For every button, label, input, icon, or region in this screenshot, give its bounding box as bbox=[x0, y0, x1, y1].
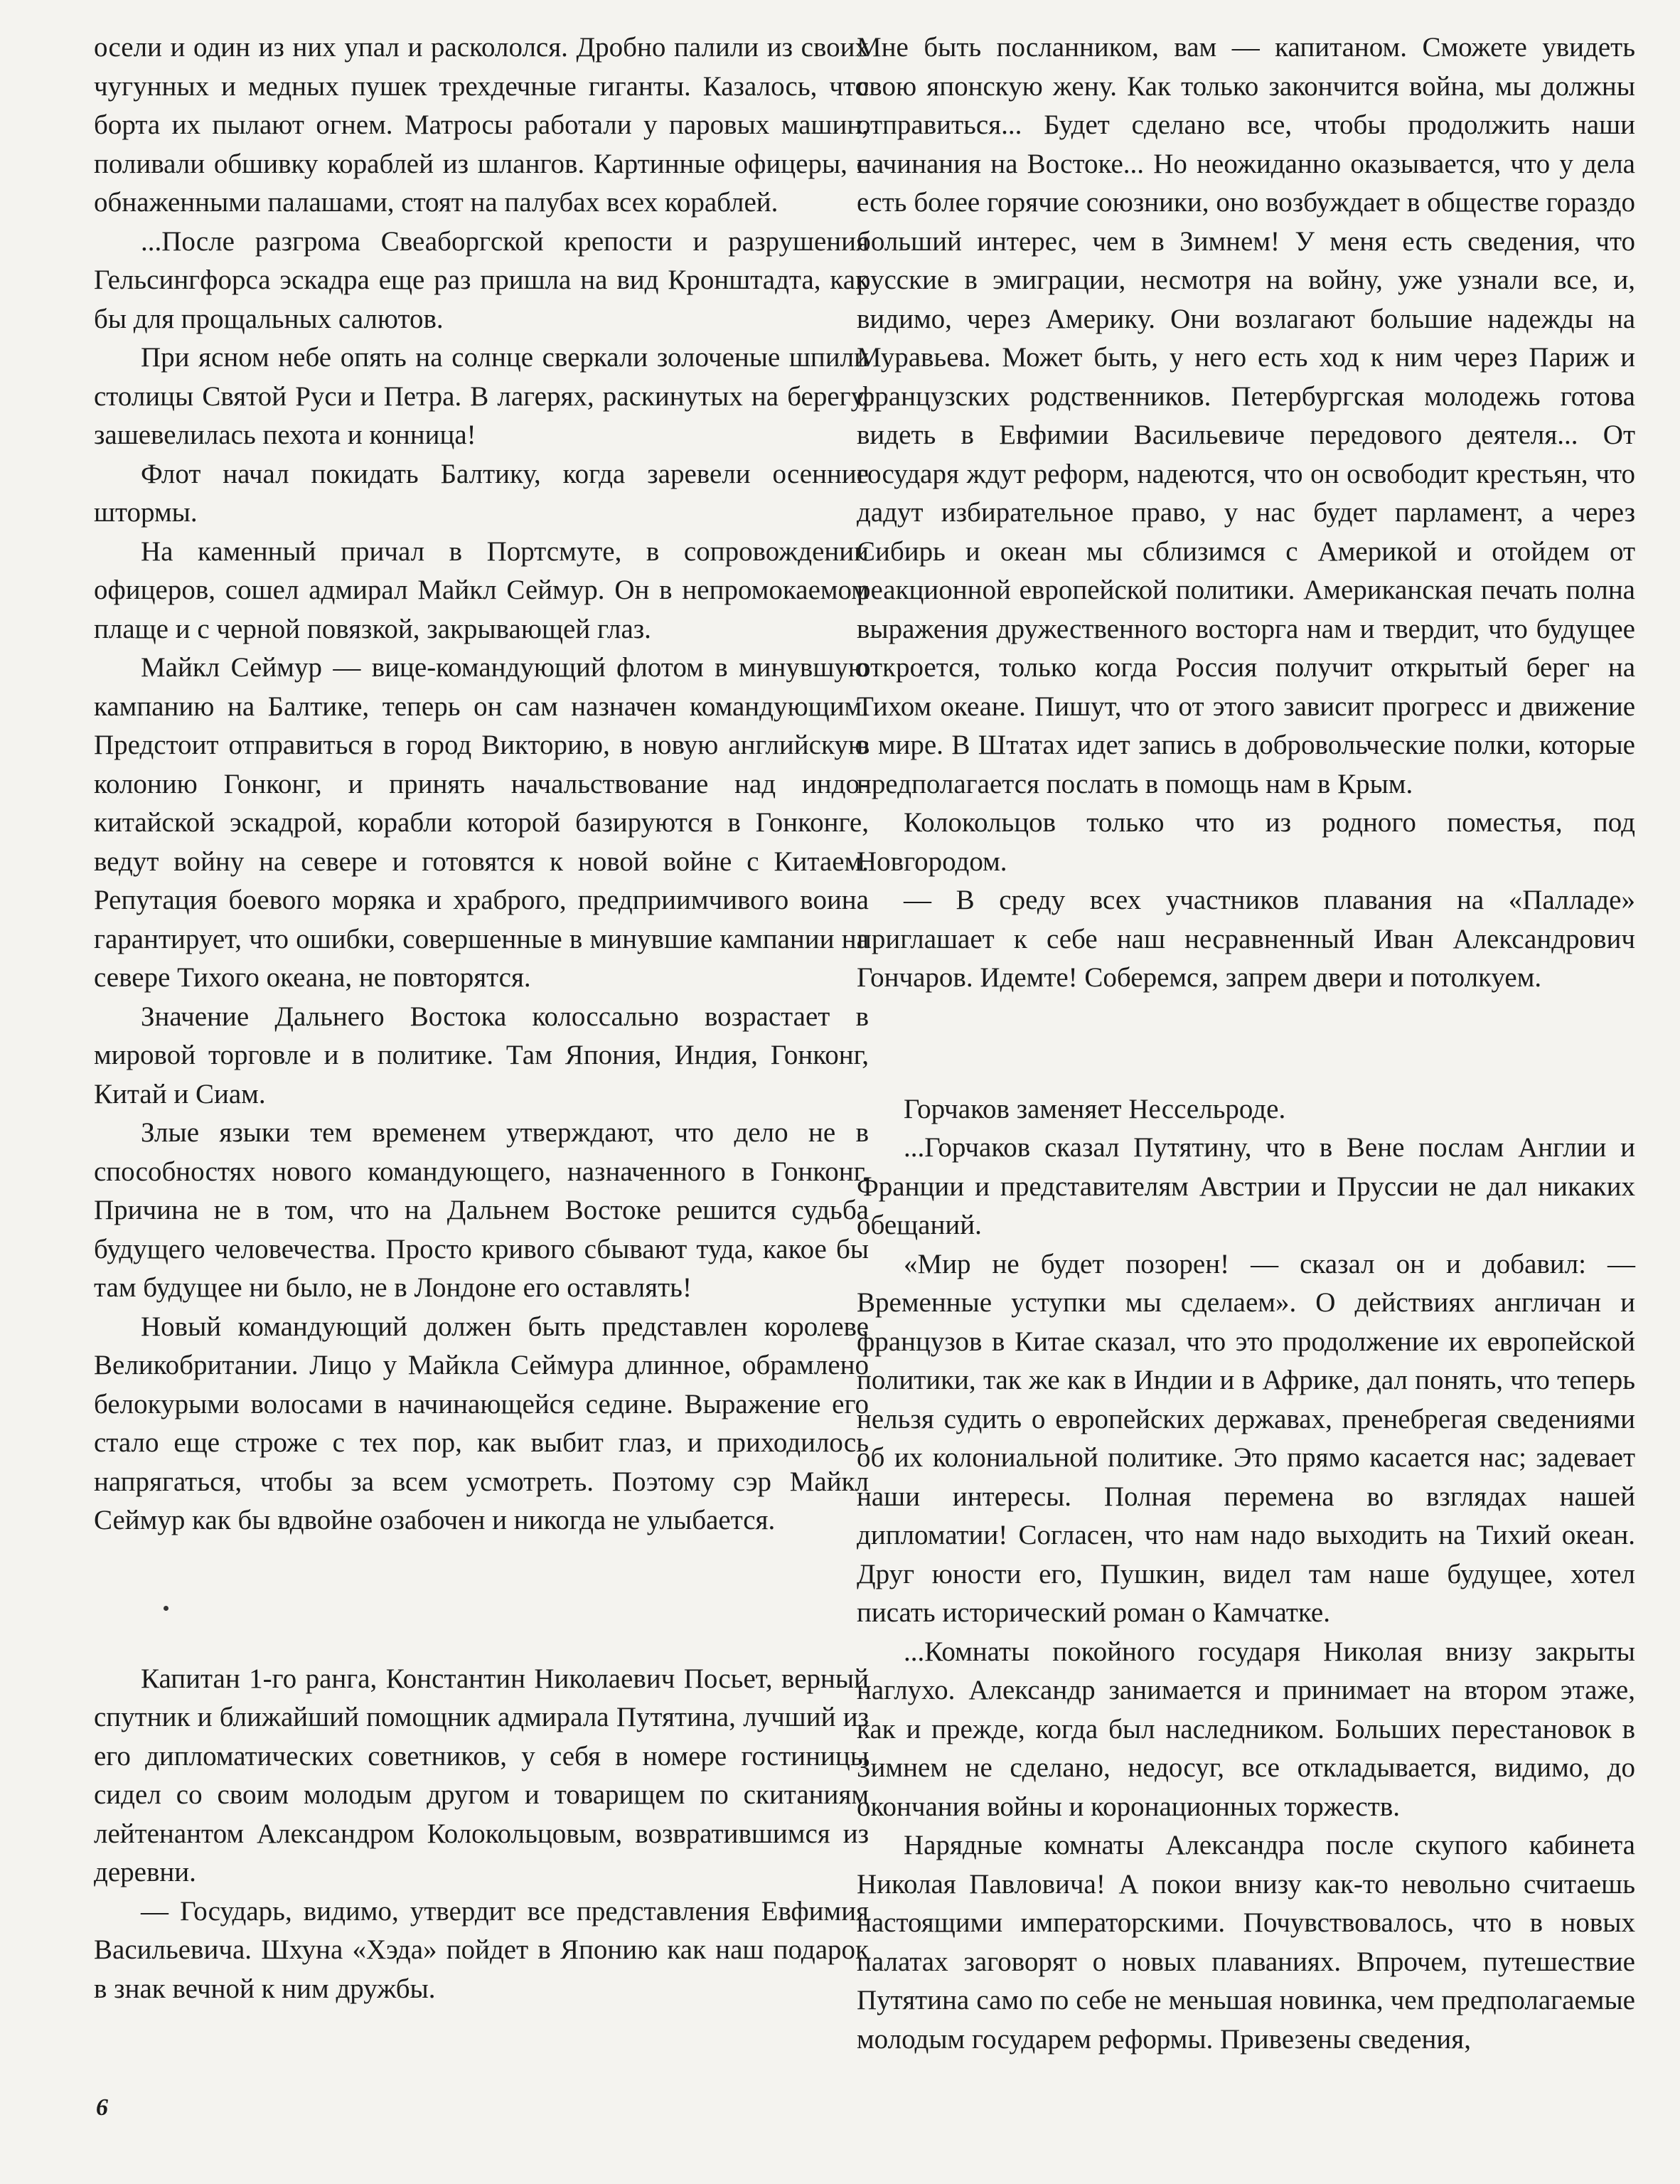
paragraph: — Государь, видимо, утвердит все представления Евфимия Васильевича. Шхуна «Хэда» пойдет в Японию как наш подарок в знак вечной к ним дружбы. bbox=[94, 1895, 869, 2004]
left-column bbox=[94, 28, 869, 2008]
paragraph: «Мир не будет позорен! — сказал он и добавил: — Временные уступки мы сделаем». О действиях англичан и французов в Китае сказал, что это продолжение их европейской политики, так же как в Индии и в Африке, дал понять, что теперь нельзя судить о европейских державах, пренебрегая сведениями об их колониальной политике. Это прямо касается нас; задевает наши интересы. Полная перемена во взглядах нашей дипломатии! Согласен, что нам надо выходить на Тихий океан. Друг юности его, Пушкин, видел там наше будущее, хотел писать исторический роман о Камчатке. bbox=[857, 1248, 1635, 1628]
paragraph: ...После разгрома Свеаборгской крепости и разрушения Гельсингфорса эскадра еще раз пришла на вид Кронштадта, как бы для прощальных салютов. bbox=[94, 225, 869, 334]
paragraph: При ясном небе опять на солнце сверкали золоченые шпили столицы Святой Руси и Петра. В лагерях, раскинутых на берегу, зашевелилась пехота и конница! bbox=[94, 342, 869, 450]
section-break bbox=[857, 998, 1635, 1090]
left-section-2 bbox=[94, 1660, 869, 2009]
paragraph: Капитан 1-го ранга, Константин Николаевич Посьет, верный спутник и ближайший помощник адмирала Путятина, лучший из его дипломатических советников, у себя в номере гостиницы сидел со своим молодым другом и товарищем по скитаниям лейтенантом Александром Колокольцовым, возвратившимся из деревни. bbox=[94, 1663, 869, 1887]
paragraph: Злые языки тем временем утверждают, что дело не в способностях нового командующего, назначенного в Гонконг. Причина не в том, что на Дальнем Востоке решится судьба будущего человечества. Просто кривого сбывают туда, какое бы там будущее ни было, не в Лондоне его оставлять! bbox=[94, 1117, 869, 1303]
section-dot bbox=[164, 1606, 168, 1611]
paragraph: Колокольцов только что из родного поместья, под Новгородом. bbox=[857, 807, 1635, 877]
paragraph: На каменный причал в Портсмуте, в сопровождении офицеров, сошел адмирал Майкл Сеймур. Он в непромокаемом плаще и с черной повязкой, закрывающей глаз. bbox=[94, 536, 869, 644]
paragraph: Новый командующий должен быть представлен королеве Великобритании. Лицо у Майкла Сеймура длинное, обрамлено белокурыми волосами в начинающейся седине. Выражение его стало еще строже с тех пор, как выбит глаз, и приходилось напрягаться, чтобы за всем усмотреть. Поэтому сэр Майкл Сеймур как бы вдвойне озабочен и никогда не улыбается. bbox=[94, 1311, 869, 1535]
paragraph: Майкл Сеймур — вице-командующий флотом в минувшую кампанию на Балтике, теперь он сам назначен командующим. Предстоит отправиться в город Викторию, в новую английскую колонию Гонконг, и принять начальствование над индо-китайской эскадрой, корабли которой базируются в Гонконге, ведут войну на севере и готовятся к новой войне с Китаем. Репутация боевого моряка и храброго, предприимчивого воина гарантирует, что ошибки, совершенные в минувшие кампании на севере Тихого океана, не повторятся. bbox=[94, 652, 869, 993]
right-section-2 bbox=[857, 1090, 1635, 2060]
page-number: 6 bbox=[96, 2094, 108, 2121]
paragraph: Флот начал покидать Балтику, когда заревели осенние штормы. bbox=[94, 458, 869, 528]
right-section-1 bbox=[857, 28, 1635, 998]
paragraph: Мне быть посланником, вам — капитаном. Сможете увидеть свою японскую жену. Как только закончится война, мы должны отправиться... Будет сделано все, чтобы продолжить наши начинания на Востоке... Но неожиданно оказывается, что у дела есть более горячие союзники, оно возбуждает в обществе гораздо больший интерес, чем в Зимнем! У меня есть сведения, что русские в эмиграции, несмотря на войну, уже узнали все, и, видимо, через Америку. Они возлагают большие надежды на Муравьева. Может быть, у него есть ход к ним через Париж и французских родственников. Петербургская молодежь готова видеть в Евфимии Васильевиче передового деятеля... От государя ждут реформ, надеются, что он освободит крестьян, что дадут избирательное право, у нас будет парламент, а через Сибирь и океан мы сблизимся с Америкой и отойдем от реакционной европейской политики. Американская печать полна выражения дружественного восторга нам и твердит, что будущее откроется, только когда Россия получит открытый берег на Тихом океане. Пишут, что от этого зависит прогресс и движение в мире. В Штатах идет запись в добровольческие полки, которые предполагается послать в помощь нам в Крым. bbox=[857, 32, 1635, 799]
right-column bbox=[857, 28, 1635, 2059]
section-break bbox=[94, 1540, 869, 1660]
paragraph: Значение Дальнего Востока колоссально возрастает в мировой торговле и в политике. Там Япония, Индия, Гонконг, Китай и Сиам. bbox=[94, 1001, 869, 1109]
paragraph: ...Горчаков сказал Путятину, что в Вене послам Англии и Франции и представителям Австрии и Пруссии не дал никаких обещаний. bbox=[857, 1132, 1635, 1240]
paragraph: ...Комнаты покойного государя Николая внизу закрыты наглухо. Александр занимается и принимает на втором этаже, как и прежде, когда был наследником. Больших перестановок в Зимнем не сделано, недосуг, все откладывается, видимо, до окончания войны и коронационных торжеств. bbox=[857, 1636, 1635, 1822]
left-section-1 bbox=[94, 28, 869, 1540]
paragraph: Горчаков заменяет Нессельроде. bbox=[904, 1093, 1286, 1124]
paragraph: осели и один из них упал и раскололся. Дробно палили из своих чугунных и медных пушек трехдечные гиганты. Казалось, что борта их пылают огнем. Матросы работали у паровых машин, поливали обшивку кораблей из шлангов. Картинные офицеры, с обнаженными палашами, стоят на палубах всех кораблей. bbox=[94, 32, 869, 218]
paragraph: Нарядные комнаты Александра после скупого кабинета Николая Павловича! А покои внизу как-то невольно считаешь настоящими императорскими. Почувствовалось, что в новых палатах заговорят о новых плаваниях. Впрочем, путешествие Путятина само по себе не меньшая новинка, чем предполагаемые молодым государем реформы. Привезены сведения, bbox=[857, 1830, 1635, 2055]
paragraph: — В среду всех участников плавания на «Палладе» приглашает к себе наш несравненный Иван Александрович Гончаров. Идемте! Соберемся, запрем двери и потолкуем. bbox=[857, 885, 1635, 993]
